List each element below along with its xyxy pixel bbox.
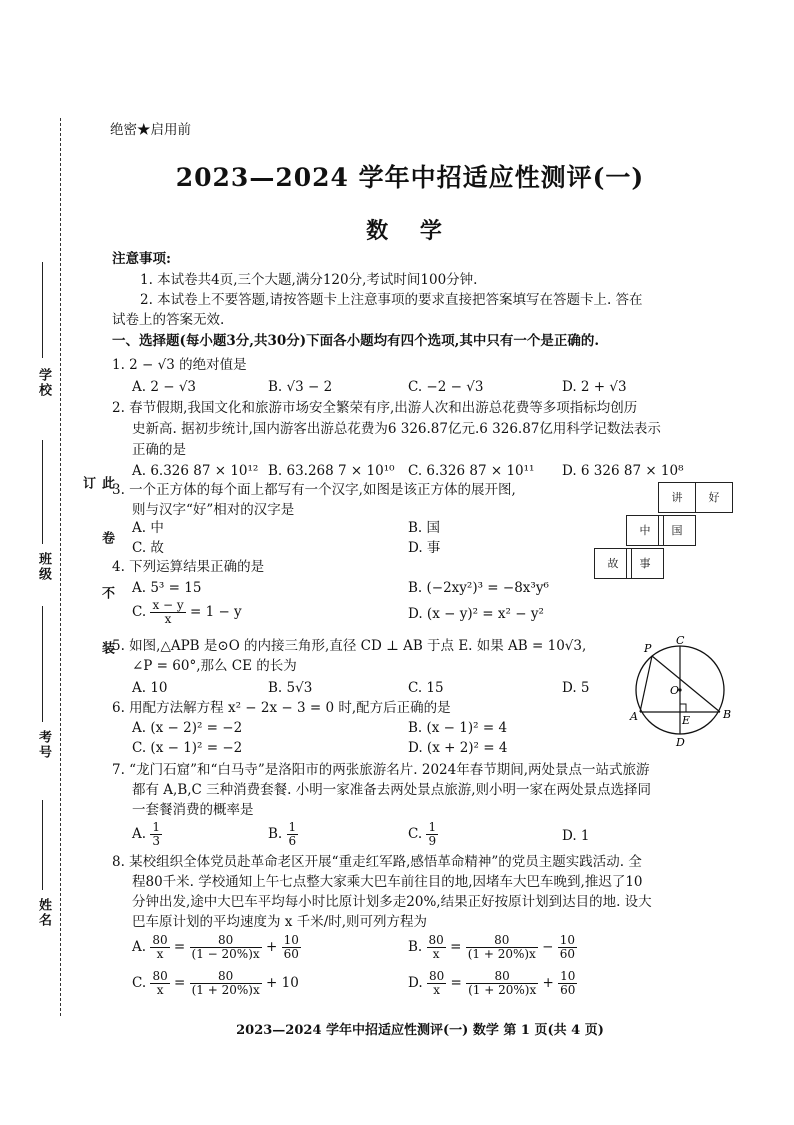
q8-option-d [408,968,577,998]
fraction-numerator: 80 [190,970,262,984]
exam-number-label: 考号 [36,730,51,760]
point-o-label: O [670,684,680,697]
fraction-denominator: 60 [559,947,576,961]
q8-b-frac-3 [558,934,577,961]
name-fill-line [42,800,43,890]
fraction-denominator: x [164,612,172,626]
note-item-2: 2. 本试卷上不要答题,请按答题卡上注意事项的要求直接把答案填写在答题卡上. 答在 [140,292,643,308]
right-angle-mark [680,704,686,712]
segment-pa [640,656,652,712]
q6-option-b: B. (x − 1)² = 4 [408,720,508,736]
cube-net-cell: 好 [695,482,733,513]
q7-line-2: 都有 A,B,C 三种消费套餐. 小明一家准备去两处景点旅游,则小明一家在两处景点选择同 [132,782,652,798]
fraction-denominator: (1 + 20%)x [467,947,536,961]
plus-sign: + [542,975,554,991]
point-p-label: P [644,642,652,655]
q6-stem: 6. 用配方法解方程 x² − 2x − 3 = 0 时,配方后正确的是 [112,700,451,716]
fraction-denominator: 60 [283,947,299,961]
q2-line-2: 史新高. 据初步统计,国内游客出游总花费为6 326.87亿元.6 326.87亿用科学记数法表示 [132,421,661,437]
q7-c-label: C. [408,826,423,842]
equals-sign: = [173,939,186,955]
q8-line-4: 巴车原计划的平均速度为 x 千米/时,则可列方程为 [132,914,428,930]
fraction-denominator: 6 [288,834,297,848]
q8-line-2: 程80千米. 学校通知上午七点整大家乘大巴车前往目的地,因堵车大巴车晚到,推迟了10 [132,874,643,890]
q3-option-a: A. 中 [132,520,164,536]
page-footer: 2023—2024 学年中招适应性测评(一) 数学 第 1 页(共 4 页) [236,1023,604,1038]
fraction-numerator: 80 [152,969,168,983]
q7-option-a [132,820,162,848]
q8-option-c [132,968,299,998]
q7-option-d: D. 1 [562,828,590,844]
q8-a-frac-2 [190,934,262,961]
school-fill-line [42,262,43,358]
q8-d-frac-2 [466,970,538,997]
q8-d-label: D. [408,975,423,991]
fraction-numerator: 80 [428,933,444,947]
q8-line-3: 分钟出发,途中大巴车平均每小时比原计划多走20%,结果正好按原计划到达目的地. 设大 [132,894,652,910]
q8-line-1: 8. 某校组织全体党员赴革命老区开展“重走红军路,感悟革命精神”的党员主题实践活动. 全 [112,854,642,870]
fraction-numerator: 80 [466,970,538,984]
q6-option-a: A. (x − 2)² = −2 [132,720,243,736]
cube-net-cell: 讲 [658,482,696,513]
q8-d-frac-1 [427,970,446,997]
q3-option-b: B. 国 [408,520,441,536]
fraction-denominator: 60 [560,983,576,997]
minus-sign: − [542,939,554,955]
plus-ten: + 10 [266,975,299,991]
q4-stem: 4. 下列运算结果正确的是 [112,559,265,575]
point-a-label: A [630,710,638,723]
confidential-mark: 绝密★启用前 [110,122,191,138]
q7-line-3: 一套餐消费的概率是 [132,802,254,818]
q8-b-frac-2 [466,934,538,961]
q4-option-a: A. 5³ = 15 [132,580,202,596]
seal-notice: 此卷不装订 [80,476,114,696]
q7-option-b [268,820,298,848]
subject-title: 数 学 [366,218,454,244]
note-item-2-cont: 试卷上的答案无效. [112,312,225,328]
fraction-numerator: 80 [190,934,262,948]
q1-option-a: A. 2 − √3 [132,379,197,395]
q4-option-d: D. (x − y)² = x² − y² [408,606,544,622]
q5-option-b: B. 5√3 [268,680,313,696]
fraction-numerator: 10 [560,969,576,983]
q1-stem: 1. 2 − √3 的绝对值是 [112,357,247,373]
q8-a-frac-1 [150,934,169,961]
cube-net-figure [594,482,734,582]
q5-line-2: ∠P = 60°,那么 CE 的长为 [132,658,297,674]
q8-c-frac-2 [190,970,262,997]
fraction-denominator: x [432,947,440,961]
fraction-numerator: x − y [152,598,184,612]
fraction-numerator: 1 [288,820,297,834]
q2-option-a: A. 6.326 87 × 10¹² [132,463,259,479]
equals-sign: = [450,939,462,955]
fraction-denominator: x [156,983,164,997]
q8-option-b [408,932,577,962]
q8-a-frac-3 [282,934,301,961]
circle-geometry-figure [626,634,746,750]
fraction-numerator: 1 [152,820,160,834]
q5-option-c: C. 15 [408,680,444,696]
fraction-numerator: 1 [428,820,437,834]
fraction-denominator: 3 [152,834,160,848]
school-label: 学校 [36,368,51,398]
fraction-denominator: (1 − 20%)x [191,947,260,961]
q7-c-fraction [426,821,438,848]
note-item-1: 1. 本试卷共4页,三个大题,满分120分,考试时间100分钟. [140,272,478,288]
equals-sign: = [174,975,186,991]
plus-sign: + [265,939,278,955]
q2-option-c: C. 6.326 87 × 10¹¹ [408,463,535,479]
q8-option-a [132,932,301,962]
notes-heading: 注意事项: [112,251,171,267]
point-b-label: B [723,708,732,721]
q3-option-c: C. 故 [132,540,164,556]
q8-a-label: A. [132,939,147,955]
q4-option-c [132,598,242,626]
q7-option-c [408,820,438,848]
exam-number-fill-line [42,606,43,722]
cube-net-cell: 故 [594,548,632,579]
q2-line-1: 2. 春节假期,我国文化和旅游市场安全繁荣有序,出游人次和出游总花费等多项指标均创历 [112,400,638,416]
equals-sign: = [450,975,462,991]
q3-option-d: D. 事 [408,540,441,556]
q5-option-a: A. 10 [132,680,168,696]
q4-option-b: B. (−2xy²)³ = −8x³y⁶ [408,580,549,596]
q5-line-1: 5. 如图,△APB 是⊙O 的内接三角形,直径 CD ⊥ AB 于点 E. 如果 AB = 10√3, [112,638,587,654]
fraction-denominator: 9 [428,834,437,848]
q7-line-1: 7. “龙门石窟”和“白马寺”是洛阳市的两张旅游名片. 2024年春节期间,两处景点一站式旅游 [112,762,650,778]
fraction-denominator: x [156,947,164,961]
fraction-denominator: (1 + 20%)x [468,983,537,997]
q2-option-d: D. 6 326 87 × 10⁸ [562,463,684,479]
fraction-numerator: 80 [152,933,168,947]
q2-option-b: B. 63.268 7 × 10¹⁰ [268,463,395,479]
q7-b-label: B. [268,826,283,842]
q4-c-label: C. [132,604,147,620]
q7-a-fraction [150,821,162,848]
class-label: 班级 [36,552,51,582]
q8-c-frac-1 [150,970,169,997]
cube-net-cell: 事 [626,548,664,579]
q2-line-3: 正确的是 [132,442,186,458]
q1-option-c: C. −2 − √3 [408,379,484,395]
section-heading: 一、选择题(每小题3分,共30分)下面各小题均有四个选项,其中只有一个是正确的. [112,333,600,349]
q8-b-label: B. [408,939,423,955]
class-fill-line [42,440,43,544]
q8-d-frac-3 [558,970,577,997]
q8-b-frac-1 [427,934,446,961]
point-d-label: D [676,736,685,749]
q7-a-label: A. [132,826,147,842]
q6-option-c: C. (x − 1)² = −2 [132,740,243,756]
fraction-denominator: x [433,983,440,997]
q1-option-d: D. 2 + √3 [562,379,627,395]
fraction-numerator: 10 [283,933,299,947]
q4-c-rest: = 1 − y [189,604,242,620]
fraction-numerator: 10 [559,933,576,947]
q7-b-fraction [287,821,299,848]
cube-net-cell: 国 [658,515,696,546]
fraction-numerator: 80 [466,934,538,948]
point-e-label: E [682,714,691,727]
point-c-label: C [676,634,685,647]
fraction-denominator: (1 + 20%)x [191,983,260,997]
binding-dashed-line [60,118,61,1016]
q6-option-d: D. (x + 2)² = 4 [408,740,508,756]
q4-c-fraction [150,599,185,626]
q3-line-2: 则与汉字“好”相对的汉字是 [132,502,295,518]
q1-option-b: B. √3 − 2 [268,379,333,395]
exam-title: 2023—2024 学年中招适应性测评(一) [175,163,645,192]
name-label: 姓名 [36,898,51,928]
q3-line-1: 3. 一个正方体的每个面上都写有一个汉字,如图是该正方体的展开图, [112,482,516,498]
cube-net-cell: 中 [626,515,664,546]
q5-option-d: D. 5 [562,680,590,696]
fraction-numerator: 80 [428,969,445,983]
q8-c-label: C. [132,975,147,991]
